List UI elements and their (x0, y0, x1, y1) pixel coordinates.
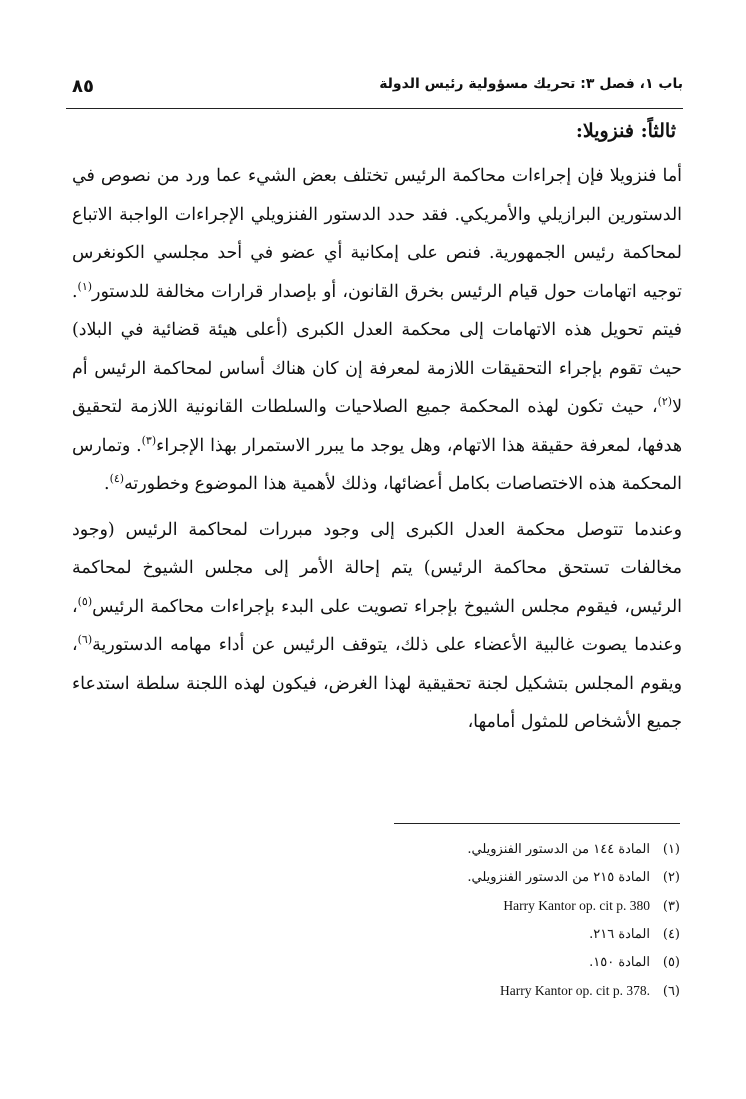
paragraph-text: . وتمارس المحكمة هذه الاختصاصات بكامل أعضائها، وذلك لأهمية هذا الموضوع وخطورته (72, 435, 682, 494)
footnote-text: المادة ١٥٠. (589, 955, 650, 970)
footnote-separator (394, 823, 680, 824)
footnote-number: (٣) (662, 899, 680, 914)
footnote-text: Harry Kantor op. cit p. 378. (500, 983, 650, 998)
footnote-ref[interactable]: (٤) (109, 472, 125, 486)
footnote-item (360, 836, 680, 864)
footnote-item (360, 949, 680, 977)
paragraph (72, 157, 682, 504)
footnote-number: (١) (662, 842, 680, 857)
footnote-text: Harry Kantor op. cit p. 380 (503, 898, 650, 913)
footnote-item (360, 921, 680, 949)
footnote-ref[interactable]: (٦) (77, 633, 93, 647)
paragraph-text: ، وعندما يصوت غالبية الأعضاء على ذلك، يتوقف الرئيس عن أداء مهامه الدستورية (72, 596, 682, 655)
paragraph-text: أما فنزويلا فإن إجراءات محاكمة الرئيس تختلف بعض الشيء عما ورد من نصوص في الدستورين البرازيلي والأمريكي. فقد حدد الدستور الفنزويلي الإجراءات الواجبة الاتباع لمحاكمة رئيس الجمهورية. فنص على إمكانية أي عضو في أحد مجلسي الكونغرس توجيه اتهامات حول قيام الرئيس بخرق القانون، أو بإصدار قرارات مخالفة للدستور (72, 166, 682, 302)
footnote-number: (٢) (662, 870, 680, 885)
footnote-ref[interactable]: (٢) (657, 395, 673, 409)
section-heading: ثالثاً: فنزويلا: (575, 120, 676, 142)
footnote-number: (٦) (662, 984, 680, 999)
footnote-ref[interactable]: (٣) (141, 433, 157, 447)
body-text (72, 157, 682, 742)
paragraph (72, 511, 682, 742)
footnote-item (360, 864, 680, 892)
footnote-ref[interactable]: (١) (77, 279, 93, 293)
footnote-ref[interactable]: (٥) (77, 594, 93, 608)
footnote-text: المادة ١٤٤ من الدستور الفنزويلي. (467, 842, 650, 857)
footnotes-list (360, 836, 680, 1006)
paragraph-text: ، ويقوم المجلس بتشكيل لجنة تحقيقية لهذا الغرض، فيكون لهذه اللجنة سلطة استدعاء جميع الأشخاص للمثول أمامها، (72, 635, 682, 732)
running-title: باب ١، فصل ٣: تحريك مسؤولية رئيس الدولة (379, 76, 683, 92)
footnote-item (360, 892, 680, 921)
paragraph-text: ، حيث تكون لهذه المحكمة جميع الصلاحيات والسلطات القانونية اللازمة لتحقيق هدفها، لمعرفة حقيقة هذا الاتهام، وهل يوجد ما يبرر الاستمرار بهذا الإجراء (72, 397, 682, 456)
footnote-number: (٥) (662, 955, 680, 970)
footnote-text: المادة ٢١٦. (589, 927, 650, 942)
page-number: ٨٥ (72, 76, 94, 97)
footnote-number: (٤) (662, 927, 680, 942)
running-header (66, 70, 683, 109)
paragraph-text: وعندما تتوصل محكمة العدل الكبرى إلى وجود مبررات لمحاكمة الرئيس (وجود مخالفات تستحق محاكمة الرئيس) يتم إحالة الأمر إلى مجلس الشيوخ لمحاكمة الرئيس، فيقوم مجلس الشيوخ بإجراء تصويت على البدء بإجراءات محاكمة الرئيس (72, 519, 682, 617)
footnote-item (360, 977, 680, 1006)
footnote-text: المادة ٢١٥ من الدستور الفنزويلي. (467, 870, 650, 885)
paragraph-text: . (104, 474, 110, 494)
paragraph-text: . فيتم تحويل هذه الاتهامات إلى محكمة العدل الكبرى (أعلى هيئة قضائية في البلاد) حيث تقوم بإجراء التحقيقات اللازمة لمعرفة إن كان هناك أساس لمحاكمة الرئيس أم لا (72, 281, 682, 417)
